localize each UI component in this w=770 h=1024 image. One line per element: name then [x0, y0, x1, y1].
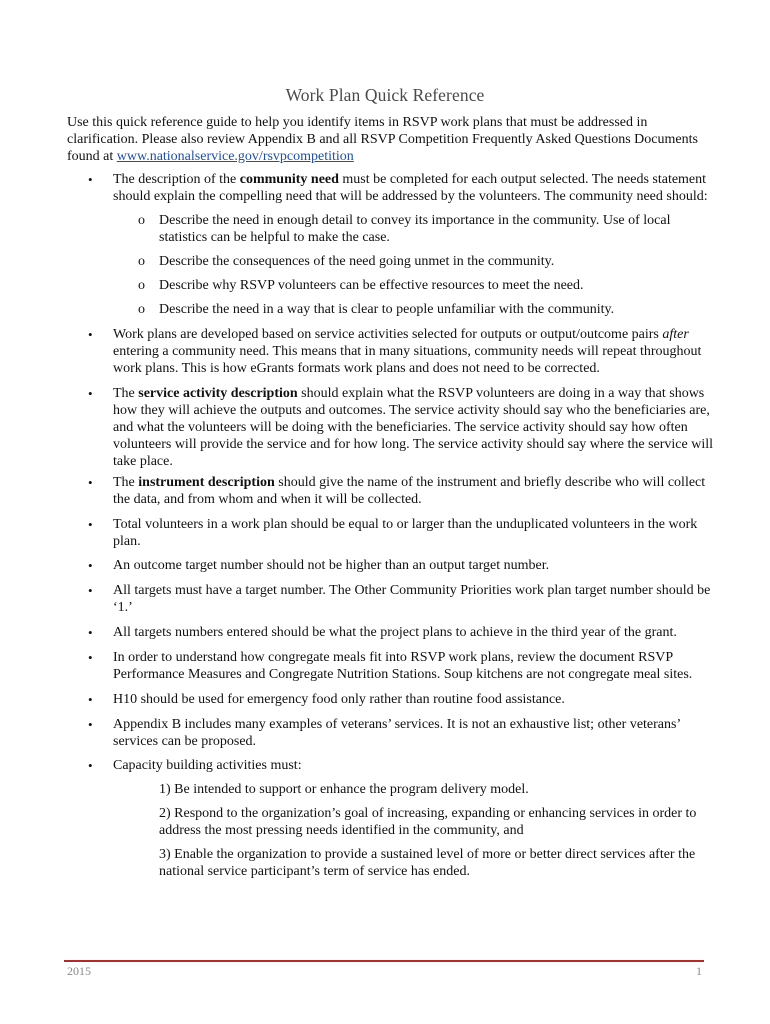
bullet-text: H10 should be used for emergency food only rather than routine food assistance.: [113, 692, 565, 707]
bullet-marker: •: [88, 475, 93, 490]
bullet-marker: •: [88, 692, 93, 707]
bullet-text: All targets must have a target number. The Other Community Priorities work plan target number should be ‘1.’: [113, 583, 711, 615]
sub-marker: o: [138, 254, 145, 269]
bullet-text: All targets numbers entered should be what the project plans to achieve in the third year of the grant.: [113, 625, 677, 640]
bullet-text: The description of the community need must be completed for each output selected. The needs statement should explain the compelling need that will be addressed by the volunteers. The community need should:: [113, 172, 708, 204]
bullet-marker: •: [88, 583, 93, 598]
page-title: Work Plan Quick Reference: [285, 85, 485, 105]
footer-year: 2015: [67, 964, 91, 978]
bullet-text: The instrument description should give the name of the instrument and briefly describe who will collect the data, and from whom and when it will be collected.: [113, 475, 706, 507]
competition-link[interactable]: www.nationalservice.gov/rsvpcompetition: [116, 149, 354, 164]
bullet-marker: •: [88, 717, 93, 732]
intro-text: Use this quick reference guide to help you identify items in RSVP work plans that must be addressed in clarification. Please also review Appendix B and all RSVP Competition Frequently Asked Questions Documents found at: [67, 115, 698, 164]
sub-marker: o: [138, 302, 145, 317]
bullet-text: The service activity description should explain what the RSVP volunteers are doing in a way that shows how they will achieve the outputs and outcomes. The service activity should say who the beneficiaries are, and what the volunteers will be doing with the beneficiaries. The service activity should say how often volunteers will provide the service and for how long. The service activity should say where the service will take place.: [113, 386, 714, 469]
bullet-marker: •: [88, 172, 93, 187]
bullet-marker: •: [88, 650, 93, 665]
bullet-marker: •: [88, 625, 93, 640]
bullet-text: Work plans are developed based on service activities selected for outputs or output/outcome pairs after entering a community need. This means that in many situations, community needs will repeat throughout work plans. This is how eGrants formats work plans and does not need to be corrected.: [113, 327, 702, 376]
sub-item-text: Describe why RSVP volunteers can be effective resources to meet the need.: [159, 278, 584, 293]
bullet-text: In order to understand how congregate meals fit into RSVP work plans, review the document RSVP Performance Measures and Congregate Nutrition Stations. Soup kitchens are not congregate meal sites.: [113, 650, 693, 682]
sub-item-text: Describe the need in a way that is clear to people unfamiliar with the community.: [159, 302, 615, 317]
page-number: 1: [696, 964, 702, 978]
bullet-text: Capacity building activities must:: [113, 758, 302, 773]
bullet-text: Total volunteers in a work plan should be equal to or larger than the unduplicated volunteers in the work plan.: [113, 517, 698, 549]
bullet-text: Appendix B includes many examples of veterans’ services. It is not an exhaustive list; other veterans’ services can be proposed.: [113, 717, 681, 749]
bullet-marker: •: [88, 517, 93, 532]
intro-paragraph: [67, 114, 707, 165]
capacity-item: 3) Enable the organization to provide a sustained level of more or better direct services after the national service participant’s term of service has ended.: [159, 847, 696, 879]
sub-item-text: Describe the need in enough detail to convey its importance in the community. Use of local statistics can be helpful to make the case.: [159, 213, 671, 245]
capacity-item: 1) Be intended to support or enhance the program delivery model.: [159, 782, 529, 797]
sub-marker: o: [138, 213, 145, 228]
bullet-marker: •: [88, 558, 93, 573]
bullet-marker: •: [88, 386, 93, 401]
bullet-marker: •: [88, 758, 93, 773]
sub-marker: o: [138, 278, 145, 293]
capacity-item: 2) Respond to the organization’s goal of increasing, expanding or enhancing services in order to address the most pressing needs identified in the community, and: [159, 806, 697, 838]
bullet-marker: •: [88, 327, 93, 342]
bullet-text: An outcome target number should not be higher than an output target number.: [113, 558, 550, 573]
sub-item-text: Describe the consequences of the need going unmet in the community.: [159, 254, 555, 269]
footer-divider: [64, 960, 704, 962]
